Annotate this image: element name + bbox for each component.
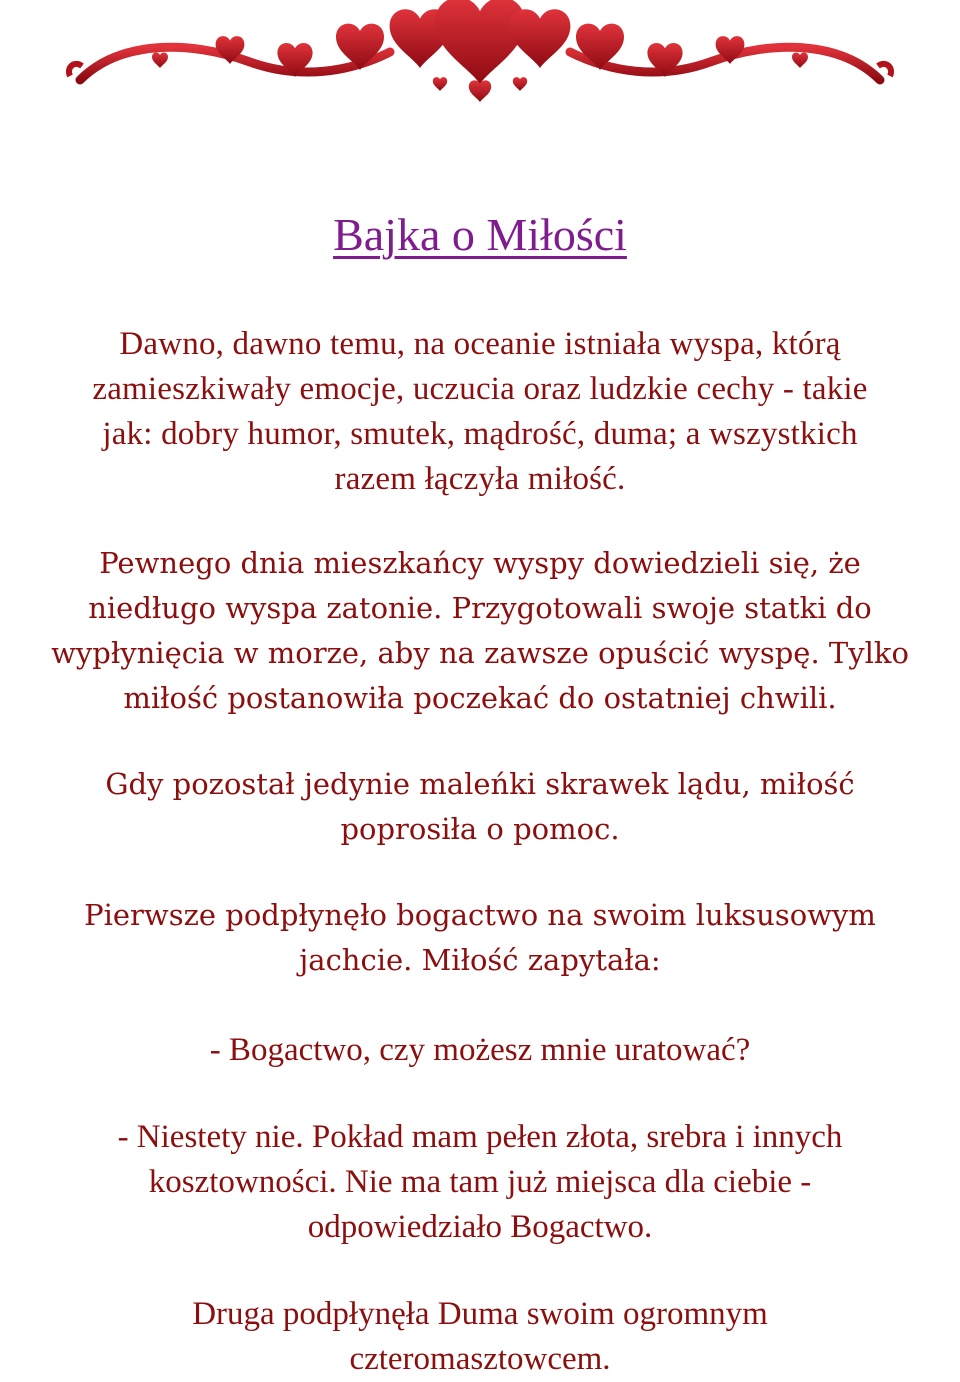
text-line: wypłynięcia w morze, aby na zawsze opuścić wyspę. Tylko: [51, 636, 909, 670]
paragraph-asking-help: [0, 762, 960, 852]
text-line: zamieszkiwały emocje, uczucia oraz ludzkie cechy - takie: [92, 371, 868, 407]
text-line: jachcie. Miłość zapytała:: [299, 943, 661, 977]
text-line: kosztowności. Nie ma tam już miejsca dla ciebie -: [148, 1164, 812, 1200]
paragraph-wealth-arrives: [0, 893, 960, 983]
text-line: czteromasztowcem.: [349, 1341, 611, 1377]
page-title: Bajka o Miłości: [333, 209, 627, 260]
text-line: odpowiedziało Bogactwo.: [307, 1209, 653, 1245]
paragraph-intro: [0, 322, 960, 502]
text-line: Gdy pozostał jedynie maleńki skrawek lądu, miłość: [105, 767, 855, 801]
text-line: - Niestety nie. Pokład mam pełen złota, srebra i innych: [117, 1119, 843, 1155]
paragraph-pride-arrives: [0, 1292, 960, 1382]
text-line: poprosiła o pomoc.: [340, 812, 620, 846]
text-line: miłość postanowiła poczekać do ostatniej chwili.: [123, 681, 837, 715]
text-line: niedługo wyspa zatonie. Przygotowali swoje statki do: [88, 591, 872, 625]
text-line: Pewnego dnia mieszkańcy wyspy dowiedzieli się, że: [99, 546, 861, 580]
text-line: - Bogactwo, czy możesz mnie uratować?: [209, 1032, 751, 1068]
text-line: Pierwsze podpłynęło bogactwo na swoim luksusowym: [84, 898, 876, 932]
paragraph-love-question: [0, 1028, 960, 1073]
paragraph-wealth-answer: [0, 1115, 960, 1250]
text-line: jak: dobry humor, smutek, mądrość, duma; a wszystkich: [102, 416, 858, 452]
text-line: razem łączyła miłość.: [334, 461, 626, 497]
text-line: Druga podpłynęła Duma swoim ogromnym: [192, 1296, 768, 1332]
paragraph-island-sinking: [0, 541, 960, 721]
heart-garland-icon: [40, 0, 920, 110]
text-line: Dawno, dawno temu, na oceanie istniała wyspa, którą: [119, 326, 841, 362]
